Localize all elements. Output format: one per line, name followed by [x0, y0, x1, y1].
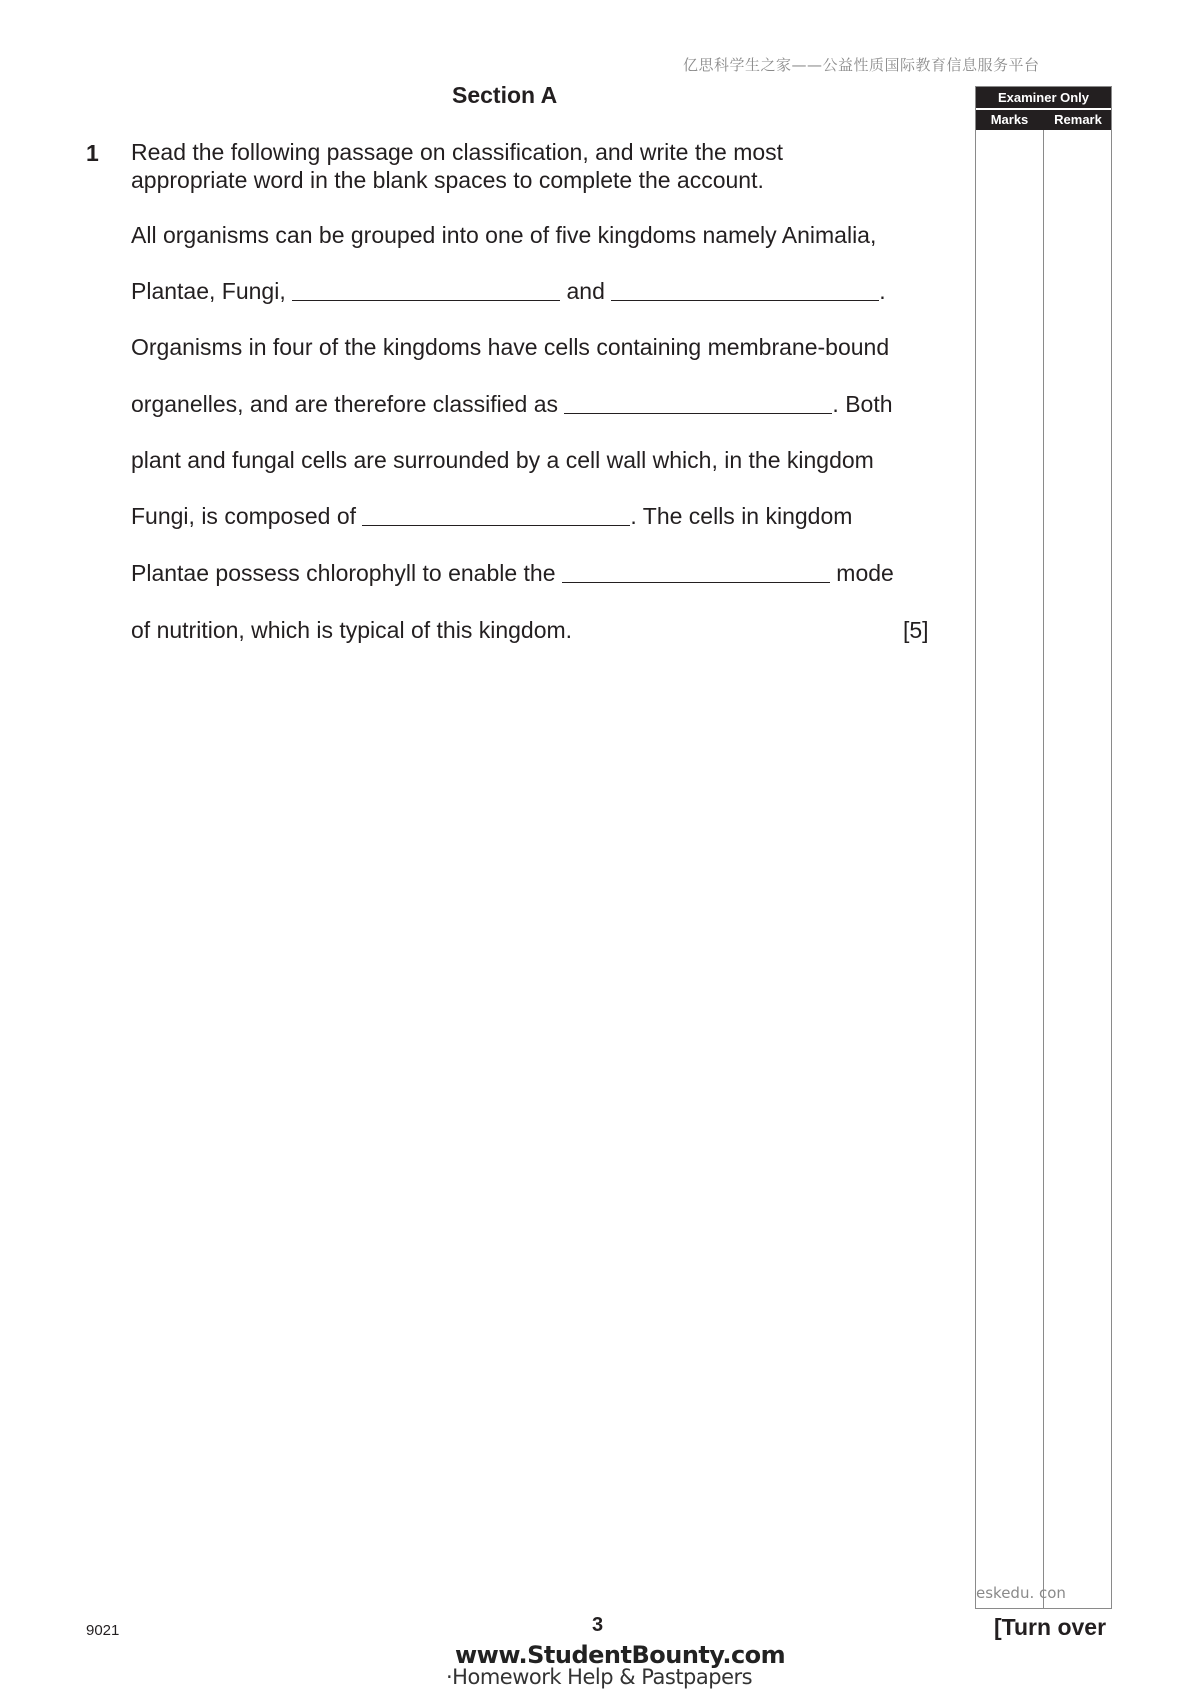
- turn-over-label: [Turn over: [994, 1614, 1107, 1640]
- intro-line-2: appropriate word in the blank spaces to complete the account.: [131, 167, 764, 193]
- remark-column-label: Remark: [1054, 112, 1102, 127]
- passage-line-8: [131, 617, 572, 644]
- passage-text: organelles, and are therefore classified as: [131, 391, 565, 417]
- passage-text: mode: [829, 560, 894, 586]
- passage-line-7: [131, 560, 894, 587]
- passage-line-4: [131, 391, 893, 418]
- passage-text: Organisms in four of the kingdoms have cells containing membrane-bound: [131, 334, 890, 360]
- question-number: 1: [86, 140, 99, 166]
- passage-text: Plantae possess chlorophyll to enable the: [131, 560, 562, 586]
- examiner-columns-header: [976, 110, 1111, 130]
- passage-text: .: [879, 278, 886, 304]
- answer-blank-3[interactable]: [564, 391, 832, 414]
- studentbounty-site: www.StudentBounty.com: [455, 1641, 786, 1669]
- passage-line-5: [131, 447, 874, 474]
- answer-blank-1[interactable]: [292, 278, 560, 301]
- passage-text: of nutrition, which is typical of this kingdom.: [131, 617, 573, 643]
- studentbounty-tagline: ·Homework Help & Pastpapers: [446, 1665, 753, 1689]
- marks-column-label: Marks: [990, 112, 1029, 127]
- top-watermark: 亿思科学生之家——公益性质国际教育信息服务平台: [683, 56, 1040, 74]
- column-divider: [1043, 130, 1044, 1608]
- answer-blank-5[interactable]: [562, 560, 830, 583]
- passage-line-2: [131, 278, 886, 305]
- passage-text: . Both: [832, 391, 893, 417]
- section-title: Section A: [452, 82, 558, 108]
- paper-code: 9021: [86, 1622, 120, 1639]
- examiner-only-header: Examiner Only: [976, 87, 1111, 108]
- passage-text: Fungi, is composed of: [131, 503, 363, 529]
- passage-text: All organisms can be grouped into one of five kingdoms namely Animalia,: [131, 222, 877, 248]
- page-number: 3: [592, 1614, 604, 1636]
- question-marks: [5]: [903, 617, 929, 643]
- passage-text: and: [560, 278, 612, 304]
- passage-line-3: [131, 334, 889, 361]
- question-intro: [131, 138, 783, 194]
- intro-line-1: Read the following passage on classification, and write the most: [131, 139, 784, 165]
- passage-line-1: [131, 222, 876, 249]
- passage-line-6: [131, 503, 852, 530]
- answer-blank-2[interactable]: [611, 278, 879, 301]
- passage-text: plant and fungal cells are surrounded by a cell wall which, in the kingdom: [131, 447, 874, 473]
- answer-blank-4[interactable]: [362, 503, 630, 526]
- passage-text: . The cells in kingdom: [630, 503, 853, 529]
- examiner-only-box: [975, 86, 1112, 1609]
- examiner-box-watermark: eskedu. con: [976, 1584, 1066, 1602]
- passage-text: Plantae, Fungi,: [131, 278, 293, 304]
